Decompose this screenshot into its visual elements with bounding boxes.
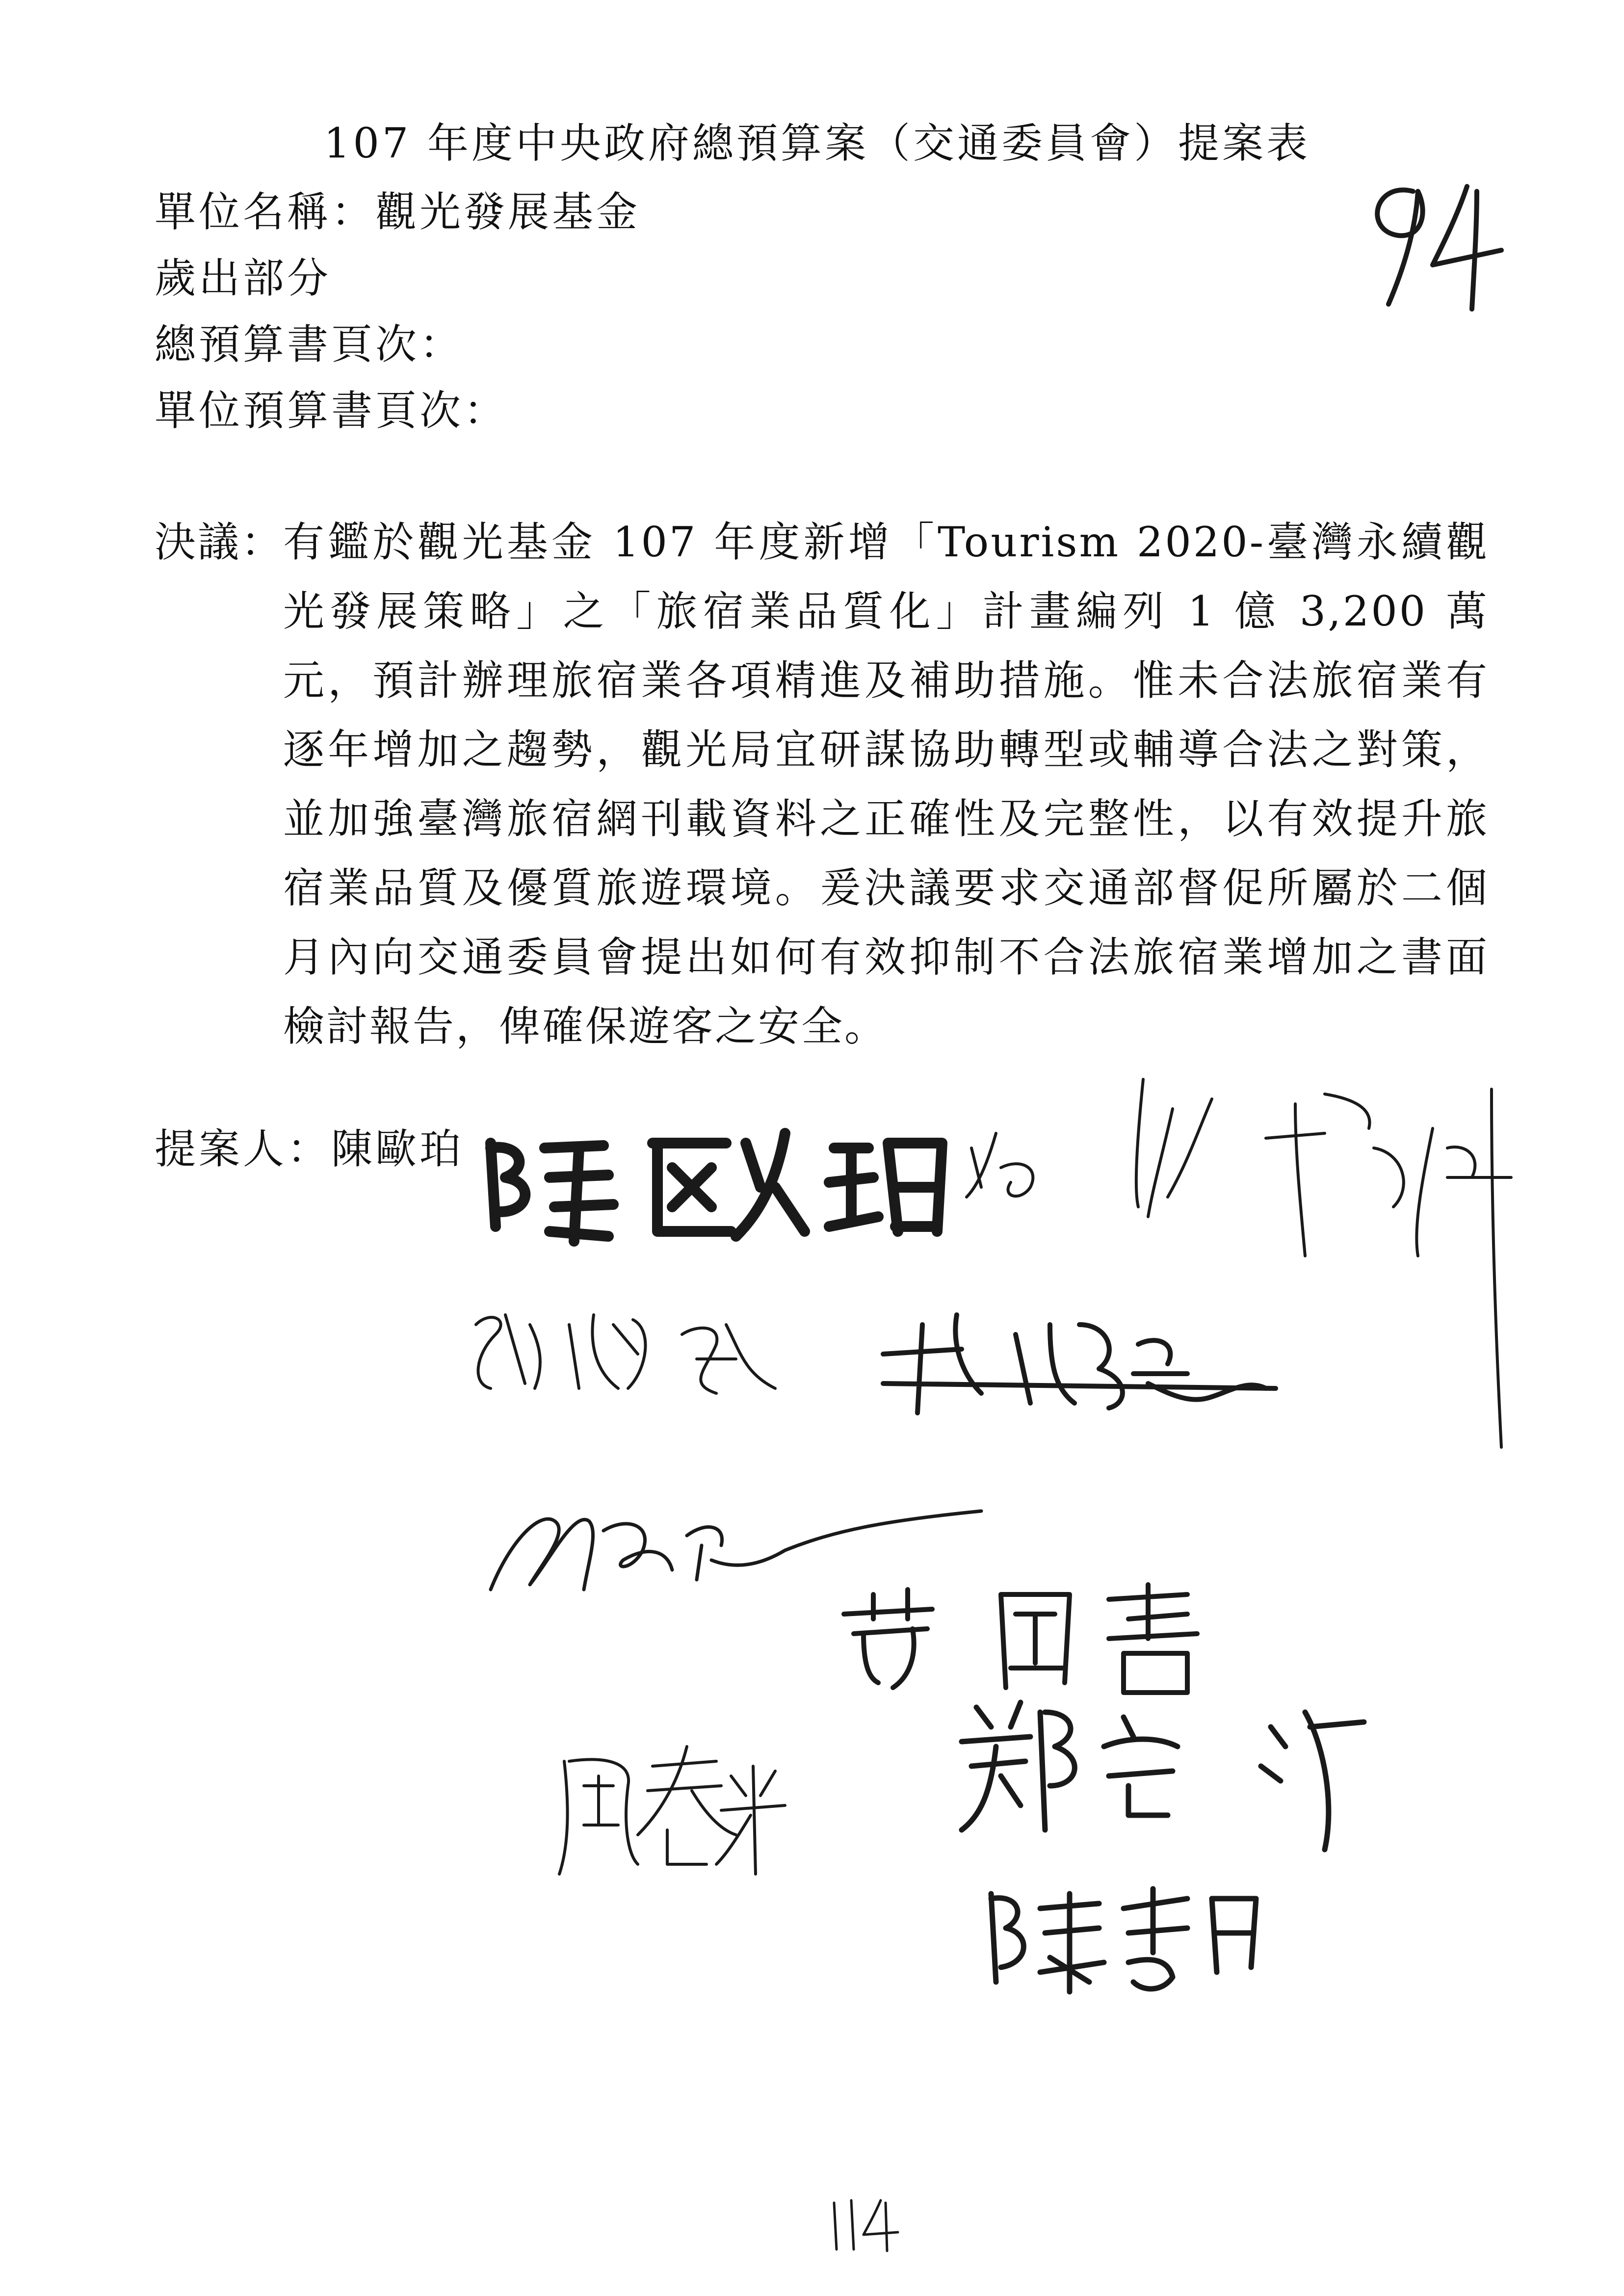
signature-zheng-bao-qing bbox=[962, 1702, 1364, 1850]
signature-third-row-left bbox=[491, 1511, 981, 1590]
signature-huang-guo-shu bbox=[844, 1585, 1197, 1693]
proposer-line: 提案人：陳歐珀 bbox=[155, 1125, 464, 1173]
handwritten-number-94 bbox=[1354, 172, 1511, 319]
signature-second-row-left bbox=[476, 1315, 775, 1393]
signature-chen-su-yue bbox=[991, 1889, 1256, 1992]
section-label: 歲出部分 bbox=[155, 254, 332, 302]
resolution-block bbox=[155, 508, 1489, 1061]
resolution-text: 有鑑於觀光基金 107 年度新增「Tourism 2020-臺灣永續觀光發展策略」之「旅宿業品質化」計畫編列 1 億 3,200 萬元，預計辦理旅宿業各項精進及補助措施。惟未合法旅宿業有逐年增加之趨勢，觀光局宜研謀協助轉型或輔導合法之對策，並加強臺灣旅宿網刊載資料之正確性及完整性，以有效提升旅宿業品質及優質旅遊環境。爰決議要求交通部督促所屬於二個月內向交通委員會提出如何有效抑制不合法旅宿業增加之書面檢討報告，俾確保遊客之安全。 bbox=[283, 518, 1489, 1050]
signature-zhou-chun-mi bbox=[559, 1747, 785, 1874]
signature-right-scribble bbox=[967, 1079, 1511, 1447]
page-number-114 bbox=[824, 2193, 903, 2257]
signature-second-row-right bbox=[883, 1315, 1276, 1413]
signature-chen-ou-po bbox=[491, 1133, 942, 1241]
resolution-label: 決議： bbox=[155, 518, 285, 566]
unit-name: 單位名稱：觀光發展基金 bbox=[155, 188, 641, 236]
unit-budget-page: 單位預算書頁次： bbox=[155, 387, 508, 435]
total-budget-page: 總預算書頁次： bbox=[155, 320, 464, 368]
document-title: 107 年度中央政府總預算案（交通委員會）提案表 bbox=[324, 119, 1311, 167]
